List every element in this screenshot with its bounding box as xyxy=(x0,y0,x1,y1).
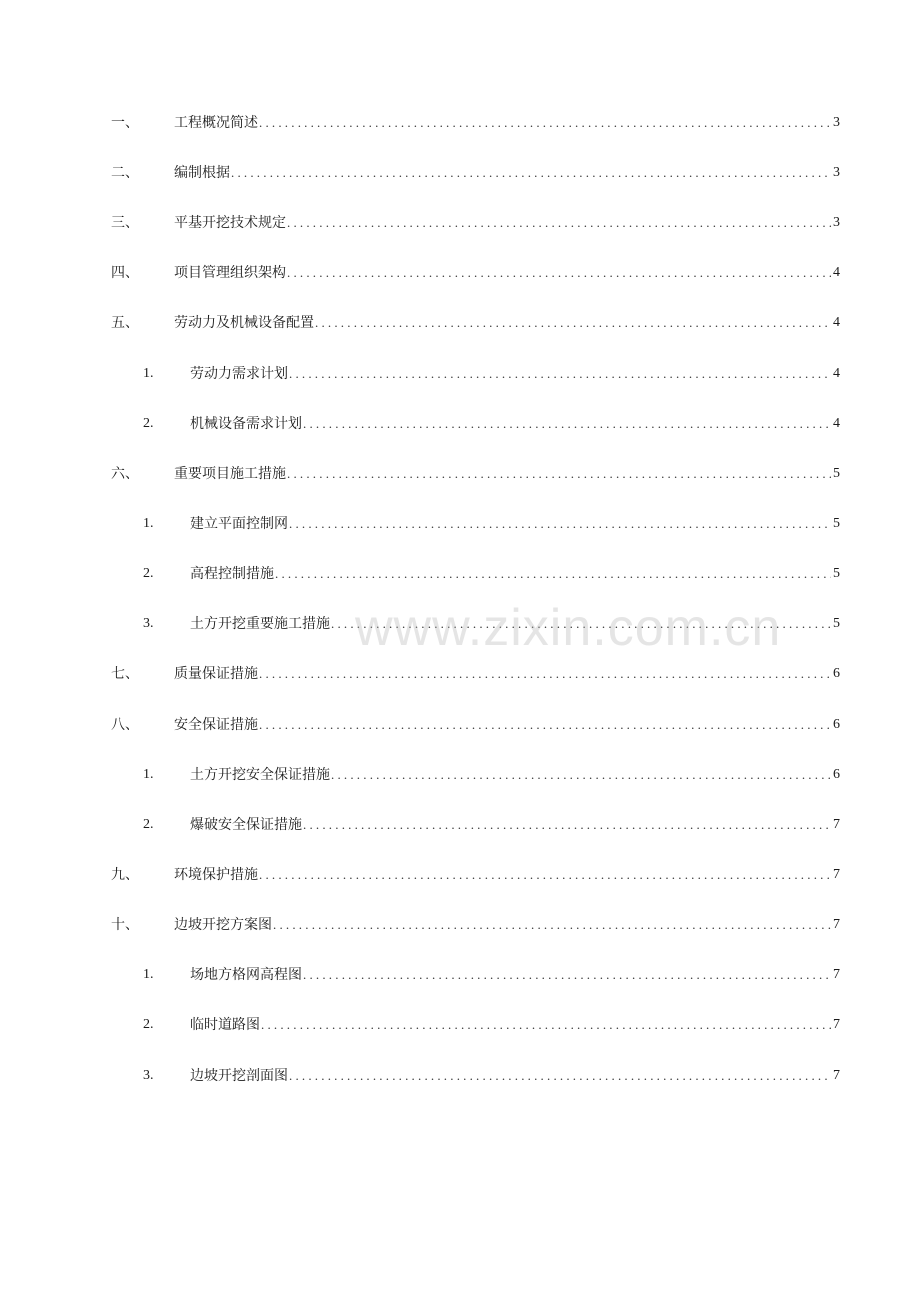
toc-subentry[interactable] xyxy=(143,363,840,385)
toc-entry-page: 3 xyxy=(833,115,840,130)
dot-leader xyxy=(259,714,831,736)
toc-entry-page: 6 xyxy=(833,767,840,782)
dot-leader xyxy=(273,914,831,936)
toc-entry-title: 机械设备需求计划 xyxy=(190,416,302,432)
toc-entry-number: 九、 xyxy=(111,867,139,883)
toc-entry[interactable] xyxy=(111,262,840,284)
toc-entry[interactable] xyxy=(111,162,840,184)
dot-leader xyxy=(287,212,831,234)
toc-entry[interactable] xyxy=(111,312,840,334)
toc-entry-number: 1. xyxy=(143,516,154,531)
toc-entry-page: 4 xyxy=(833,366,840,381)
toc-entry-number: 2. xyxy=(143,817,154,832)
toc-entry-number: 一、 xyxy=(111,115,139,131)
toc-entry-title: 土方开挖重要施工措施 xyxy=(190,616,330,632)
toc-entry-number: 2. xyxy=(143,1017,154,1032)
toc-entry-title: 环境保护措施 xyxy=(174,867,258,883)
toc-entry-title: 建立平面控制网 xyxy=(190,516,288,532)
dot-leader xyxy=(259,663,831,685)
toc-entry-page: 7 xyxy=(833,817,840,832)
dot-leader xyxy=(315,312,831,334)
watermark: www.zixin.com.cn xyxy=(355,599,782,657)
toc-entry[interactable] xyxy=(111,714,840,736)
toc-subentry[interactable] xyxy=(143,513,840,535)
toc-entry-number: 1. xyxy=(143,366,154,381)
toc-entry-page: 3 xyxy=(833,165,840,180)
toc-entry-title: 场地方格网高程图 xyxy=(190,967,302,983)
toc-entry-title: 高程控制措施 xyxy=(190,566,274,582)
toc-entry-number: 十、 xyxy=(111,917,139,933)
toc-subentry[interactable] xyxy=(143,613,840,635)
toc-entry-title: 项目管理组织架构 xyxy=(174,265,286,281)
toc-subentry[interactable] xyxy=(143,413,840,435)
toc-entry-number: 2. xyxy=(143,416,154,431)
toc-entry-title: 工程概况简述 xyxy=(174,115,258,131)
toc-entry[interactable] xyxy=(111,212,840,234)
toc-entry-number: 三、 xyxy=(111,215,139,231)
toc-subentry[interactable] xyxy=(143,1014,840,1036)
dot-leader xyxy=(303,814,831,836)
toc-entry-number: 五、 xyxy=(111,315,139,331)
toc-entry[interactable] xyxy=(111,914,840,936)
toc-entry-title: 边坡开挖剖面图 xyxy=(190,1068,288,1084)
toc-entry-number: 七、 xyxy=(111,666,139,682)
toc-entry-title: 劳动力需求计划 xyxy=(190,366,288,382)
toc-entry-number: 1. xyxy=(143,967,154,982)
toc-entry-number: 四、 xyxy=(111,265,139,281)
toc-entry-page: 5 xyxy=(833,566,840,581)
toc-subentry[interactable] xyxy=(143,764,840,786)
toc-entry-number: 2. xyxy=(143,566,154,581)
toc-entry-page: 5 xyxy=(833,466,840,481)
toc-entry-number: 六、 xyxy=(111,466,139,482)
toc-entry-page: 3 xyxy=(833,215,840,230)
dot-leader xyxy=(289,1065,831,1087)
toc-entry-title: 质量保证措施 xyxy=(174,666,258,682)
toc-entry-title: 劳动力及机械设备配置 xyxy=(174,315,314,331)
toc-entry-page: 4 xyxy=(833,265,840,280)
toc-entry-number: 3. xyxy=(143,616,154,631)
dot-leader xyxy=(231,162,831,184)
dot-leader xyxy=(275,563,831,585)
toc-entry-number: 1. xyxy=(143,767,154,782)
toc-entry-title: 临时道路图 xyxy=(190,1017,260,1033)
dot-leader xyxy=(289,513,831,535)
toc-subentry[interactable] xyxy=(143,814,840,836)
toc-entry-page: 7 xyxy=(833,967,840,982)
toc-entry-page: 6 xyxy=(833,666,840,681)
toc-entry-page: 7 xyxy=(833,917,840,932)
toc-subentry[interactable] xyxy=(143,964,840,986)
toc-entry-page: 4 xyxy=(833,416,840,431)
dot-leader xyxy=(303,964,831,986)
toc-entry-page: 4 xyxy=(833,315,840,330)
toc-entry-page: 7 xyxy=(833,1068,840,1083)
dot-leader xyxy=(261,1014,831,1036)
toc-entry-page: 5 xyxy=(833,616,840,631)
toc-entry-title: 重要项目施工措施 xyxy=(174,466,286,482)
toc-entry[interactable] xyxy=(111,663,840,685)
toc-entry-page: 7 xyxy=(833,867,840,882)
toc-entry-title: 爆破安全保证措施 xyxy=(190,817,302,833)
dot-leader xyxy=(287,262,831,284)
toc-entry-title: 平基开挖技术规定 xyxy=(174,215,286,231)
toc-subentry[interactable] xyxy=(143,1065,840,1087)
toc-entry-title: 边坡开挖方案图 xyxy=(174,917,272,933)
toc-entry-page: 5 xyxy=(833,516,840,531)
dot-leader xyxy=(303,413,831,435)
toc-entry-title: 土方开挖安全保证措施 xyxy=(190,767,330,783)
toc-entry-number: 3. xyxy=(143,1068,154,1083)
toc-entry[interactable] xyxy=(111,112,840,134)
dot-leader xyxy=(331,764,831,786)
toc-subentry[interactable] xyxy=(143,563,840,585)
toc-entry-page: 7 xyxy=(833,1017,840,1032)
dot-leader xyxy=(331,613,831,635)
dot-leader xyxy=(259,864,831,886)
toc-entry[interactable] xyxy=(111,864,840,886)
dot-leader xyxy=(289,363,831,385)
toc-entry-number: 八、 xyxy=(111,717,139,733)
toc-entry-number: 二、 xyxy=(111,165,139,181)
toc-entry-title: 安全保证措施 xyxy=(174,717,258,733)
toc-entry[interactable] xyxy=(111,463,840,485)
dot-leader xyxy=(287,463,831,485)
toc-entry-title: 编制根据 xyxy=(174,165,230,181)
dot-leader xyxy=(259,112,831,134)
toc-entry-page: 6 xyxy=(833,717,840,732)
